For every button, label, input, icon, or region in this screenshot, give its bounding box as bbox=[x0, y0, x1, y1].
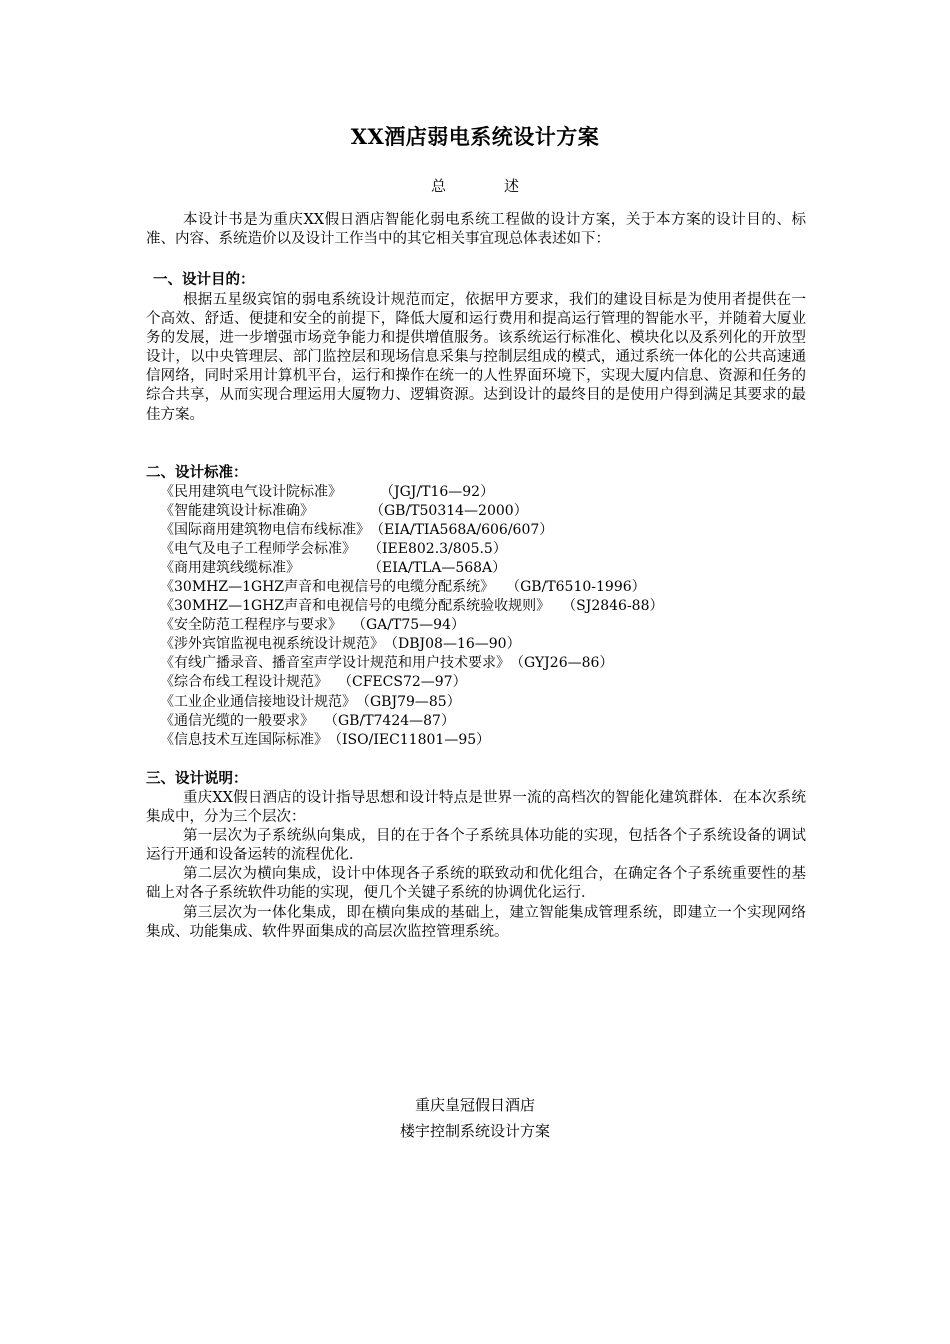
standard-item bbox=[160, 502, 664, 521]
standard-name: 《信息技术互连国际标准》 bbox=[160, 731, 328, 748]
standard-code: （EIA/TLA—568A） bbox=[368, 560, 507, 577]
standard-item bbox=[160, 712, 664, 731]
standard-name: 《商用建筑线缆标准》 bbox=[160, 560, 300, 577]
section3-heading: 三、设计说明： bbox=[146, 771, 248, 787]
standard-name: 《安全防范工程程序与要求》 bbox=[160, 617, 342, 634]
footer bbox=[0, 1092, 950, 1144]
footer-line1: 重庆皇冠假日酒店 bbox=[414, 1096, 535, 1114]
standard-code: （GA/T75—94） bbox=[352, 617, 465, 634]
standard-name: 《智能建筑设计标准确》 bbox=[160, 503, 314, 520]
standard-code: （EIA/TIA568A/606/607） bbox=[370, 522, 554, 539]
standard-item bbox=[160, 597, 664, 616]
standard-item bbox=[160, 483, 664, 502]
document-subtitle bbox=[0, 176, 950, 196]
standards-list bbox=[160, 483, 664, 750]
standard-name: 《综合布线工程设计规范》 bbox=[160, 674, 328, 691]
standard-name: 《电气及电子工程师学会标准》 bbox=[160, 541, 356, 558]
section3-paragraph: 第二层次为横向集成，设计中体现各子系统的联致动和优化组合，在确定各个子系统重要性的基础上对各子系统软件功能的实现，便几个关键子系统的协调优化运行． bbox=[146, 866, 806, 902]
footer-line2: 楼宇控制系统设计方案 bbox=[399, 1122, 550, 1140]
standard-item bbox=[160, 521, 664, 540]
section3-paragraph: 第三层次为一体化集成，即在横向集成的基础上，建立智能集成管理系统，即建立一个实现网络集成、功能集成、软件界面集成的高层次监控管理系统。 bbox=[146, 904, 806, 940]
standard-name: 《通信光缆的一般要求》 bbox=[160, 712, 314, 729]
standard-item bbox=[160, 540, 664, 559]
standard-name: 《工业企业通信接地设计规范》 bbox=[160, 693, 356, 710]
standard-item bbox=[160, 693, 664, 712]
standard-code: （JGJ/T16—92） bbox=[380, 484, 495, 500]
section3-paragraph: 第一层次为子系统纵向集成，目的在于各个子系统具体功能的实现，包括各个子系统设备的调试运行开通和设备运转的流程优化． bbox=[146, 828, 806, 864]
standard-name: 《30MHZ—1GHZ声音和电视信号的电缆分配系统》 bbox=[160, 579, 495, 596]
section3-body bbox=[146, 789, 806, 942]
standard-item bbox=[160, 673, 664, 692]
standard-code: （GBJ79—85） bbox=[356, 693, 461, 710]
standard-item bbox=[160, 654, 664, 673]
standard-code: （ISO/IEC11801—95） bbox=[328, 731, 491, 748]
standard-name: 《涉外宾馆监视电视系统设计规范》 bbox=[160, 636, 384, 653]
section2-heading: 二、设计标准： bbox=[146, 465, 248, 481]
subtitle-right: 述 bbox=[504, 177, 520, 195]
standard-code: （GYJ26—86） bbox=[510, 655, 614, 672]
standard-item bbox=[160, 578, 664, 597]
standard-item bbox=[160, 559, 664, 578]
standard-code: （GB/T50314—2000） bbox=[370, 503, 528, 520]
standard-code: （DBJ08—16—90） bbox=[384, 636, 521, 653]
standard-code: （CFECS72—97） bbox=[338, 674, 467, 691]
standard-code: （GB/T6510-1996） bbox=[506, 579, 646, 596]
standard-name: 《有线广播录音、播音室声学设计规范和用户技术要求》 bbox=[160, 655, 510, 672]
intro-paragraph: 本设计书是为重庆XX假日酒店智能化弱电系统工程做的设计方案，关于本方案的设计目的、标准、内容、系统造价以及设计工作当中的其它相关事宜现总体表述如下： bbox=[146, 212, 806, 248]
section3-paragraph: 重庆XX假日酒店的设计指导思想和设计特点是世界一流的高档次的智能化建筑群体．在本次系统集成中，分为三个层次： bbox=[146, 790, 806, 826]
standard-code: （GB/T7424—87） bbox=[324, 712, 455, 729]
standard-item bbox=[160, 616, 664, 635]
standard-code: （SJ2846-88） bbox=[562, 598, 664, 615]
section1-heading: 一、设计目的： bbox=[153, 272, 255, 288]
standard-code: （IEE802.3/805.5） bbox=[368, 541, 507, 558]
section1-paragraph: 根据五星级宾馆的弱电系统设计规范而定，依据甲方要求，我们的建设目标是为使用者提供在一个高效、舒适、便捷和安全的前提下，降低大厦和运行费用和提高运行管理的智能水平，并随着大厦业务的发展，进一步增强市场竞争能力和提供增值服务。该系统运行标准化、模块化以及系列化的开放型设计，以中央管理层、部门监控层和现场信息采集与控制层组成的模式，通过系统一体化的公共高速通信网络，同时采用计算机平台，运行和操作在统一的人性界面环境下，实现大厦内信息、资源和任务的综合共享，从而实现合理运用大厦物力、逻辑资源。达到设计的最终目的是使用户得到满足其要求的最佳方案。 bbox=[146, 292, 806, 423]
subtitle-left: 总 bbox=[430, 177, 446, 195]
standard-name: 《国际商用建筑物电信布线标准》 bbox=[160, 522, 370, 539]
standard-item bbox=[160, 731, 664, 750]
standard-name: 《30MHZ—1GHZ声音和电视信号的电缆分配系统验收规则》 bbox=[160, 598, 551, 615]
standard-name: 《民用建筑电气设计院标准》 bbox=[160, 484, 342, 500]
document-title: XX酒店弱电系统设计方案 bbox=[350, 124, 600, 149]
standard-item bbox=[160, 635, 664, 654]
